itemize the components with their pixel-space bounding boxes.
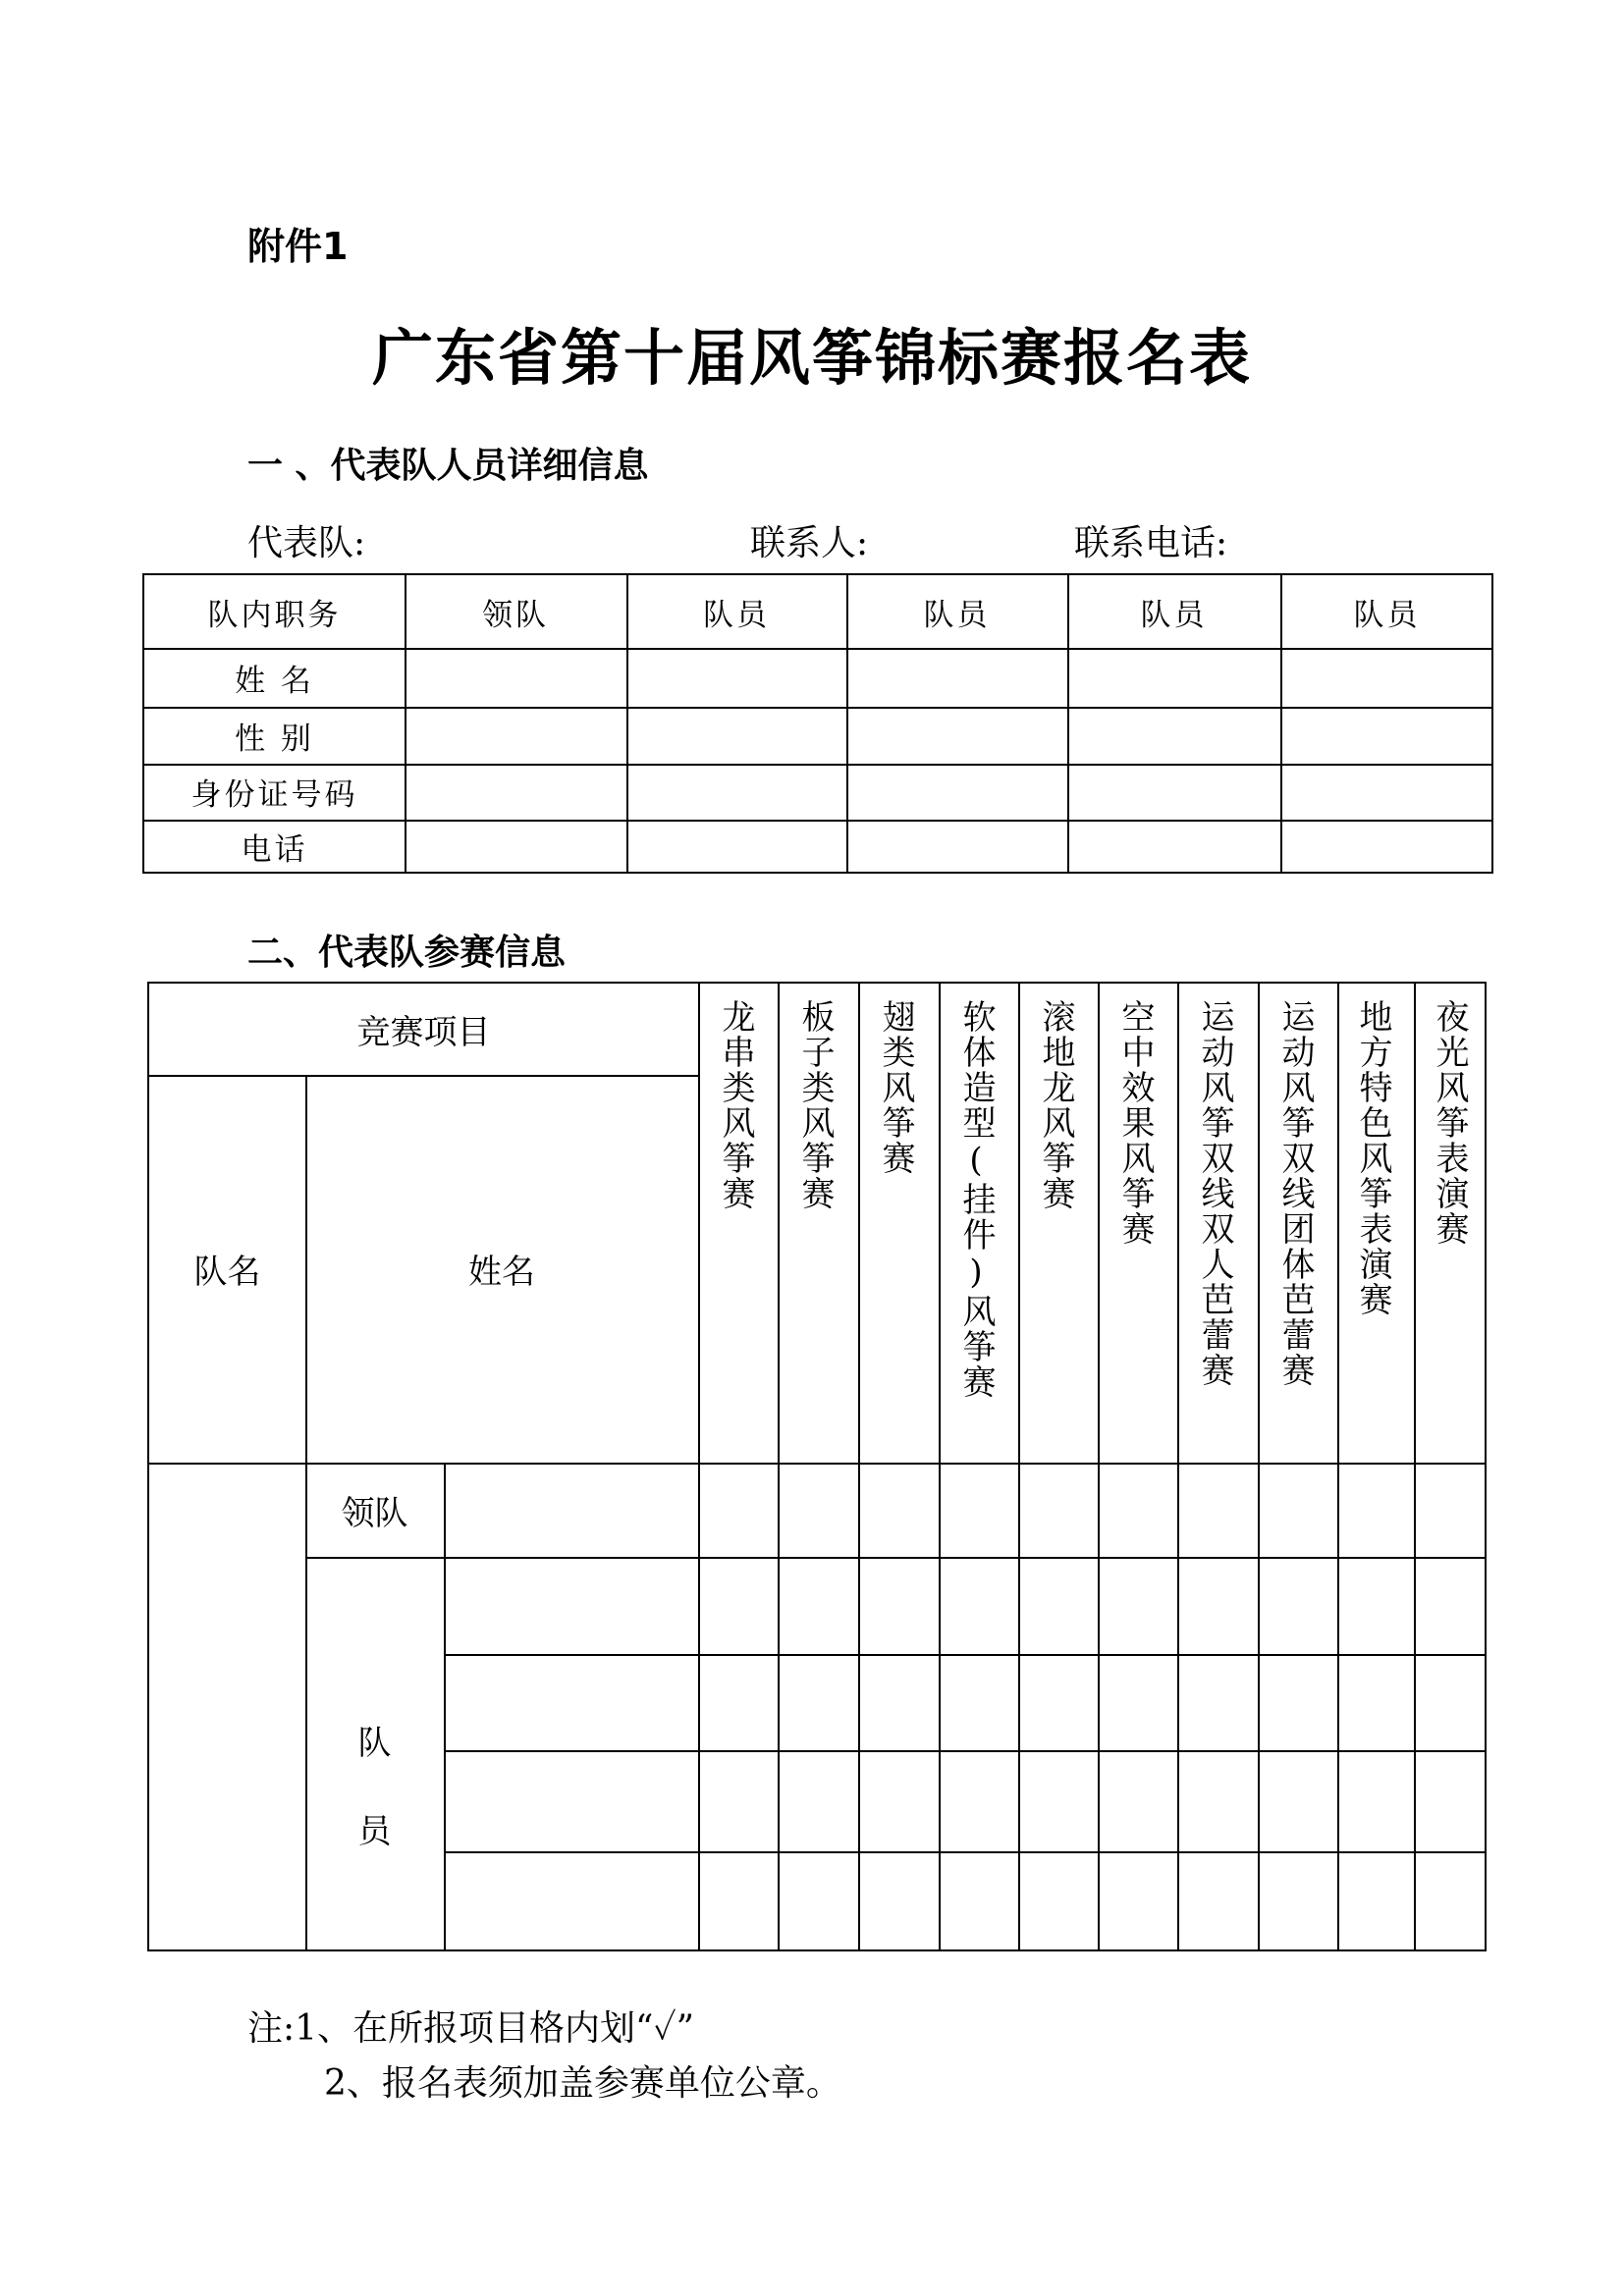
row-label-gender: 性 别	[235, 721, 314, 757]
member-label-top: 队	[357, 1723, 392, 1763]
leader-label: 领队	[341, 1493, 408, 1533]
header-member-3: 队员	[1140, 597, 1208, 633]
contact-label: 联系人:	[750, 523, 869, 563]
event-dragon-train: 龙串类风筝赛	[716, 999, 755, 1211]
phone-label: 联系电话:	[1074, 523, 1228, 563]
row-label-id: 身份证号码	[190, 777, 358, 813]
event-local-show: 地方特色风筝表演赛	[1353, 999, 1392, 1317]
event-aerial-effect: 空中效果风筝赛	[1115, 999, 1155, 1247]
row-label-phone: 电话	[241, 832, 308, 868]
row-label-name: 姓 名	[235, 663, 314, 699]
section1-heading: 一 、代表队人员详细信息	[247, 446, 649, 486]
member-label-bottom: 员	[357, 1811, 392, 1851]
name-header: 姓名	[468, 1253, 535, 1292]
event-team-ballet: 运动风筝双线团体芭蕾赛	[1275, 999, 1315, 1388]
section2-heading: 二、代表队参赛信息	[247, 933, 567, 973]
event-pair-ballet: 运动风筝双线双人芭蕾赛	[1195, 999, 1234, 1388]
events-header: 竞赛项目	[356, 1013, 491, 1052]
header-member-2: 队员	[923, 597, 991, 633]
event-board-kite: 板子类风筝赛	[795, 999, 835, 1211]
team-label: 代表队:	[247, 523, 366, 563]
header-member-4: 队员	[1353, 597, 1421, 633]
event-soft-body-kite: 软体造型(挂件)风筝赛	[956, 999, 996, 1400]
note-line-1: 注:1、在所报项目格内划“✓”	[247, 2008, 695, 2049]
header-position: 队内职务	[207, 597, 342, 633]
event-ground-dragon: 滚地龙风筝赛	[1036, 999, 1075, 1211]
note-line-2: 2、报名表须加盖参赛单位公章。	[324, 2063, 841, 2104]
event-night-glow-show: 夜光风筝表演赛	[1430, 999, 1469, 1247]
event-wing-kite: 翅类风筝赛	[876, 999, 915, 1176]
attachment-label: 附件1	[247, 225, 349, 268]
personnel-table	[142, 573, 1493, 874]
events-table	[147, 982, 1487, 1951]
header-member-1: 队员	[703, 597, 770, 633]
header-leader: 领队	[482, 597, 549, 633]
page-title: 广东省第十届风筝锦标赛报名表	[371, 322, 1252, 394]
team-name-header: 队名	[193, 1253, 261, 1292]
